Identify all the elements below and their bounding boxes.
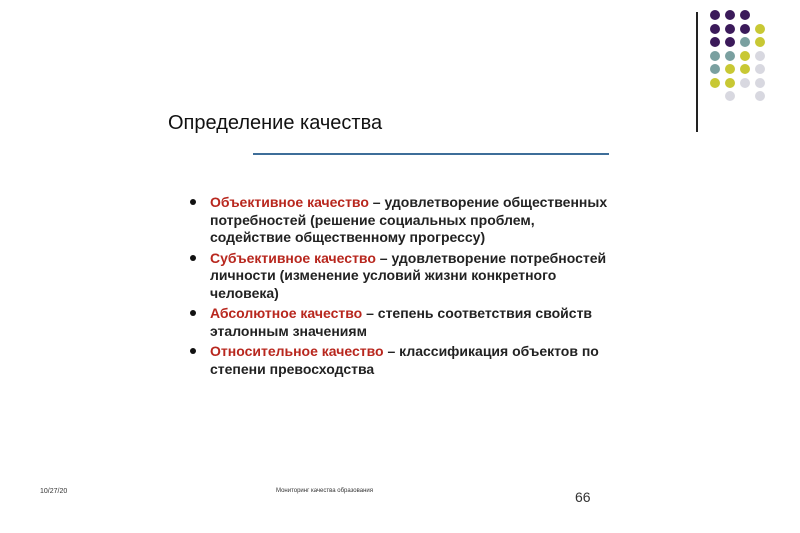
bullet-term: Объективное качество: [210, 194, 369, 210]
bullet-dot-icon: [190, 348, 196, 354]
decorative-dot: [710, 24, 720, 34]
decorative-dot: [725, 64, 735, 74]
decorative-dot: [755, 37, 765, 47]
bullet-term: Субъективное качество: [210, 249, 376, 266]
decorative-dot: [740, 24, 750, 34]
bullet-item-absolute: [190, 305, 610, 340]
decorative-dot: [710, 10, 720, 20]
bullet-item-objective: [190, 194, 610, 247]
decorative-dot: [755, 64, 765, 74]
bullet-text: – удовлетворение общественных потребностей (решение социальных проблем, содействие общественному прогрессу): [210, 194, 608, 245]
decorative-dot: [755, 24, 765, 34]
bullet-item-relative: [190, 343, 610, 378]
decorative-dot: [725, 24, 735, 34]
decorative-dot: [710, 64, 720, 74]
decorative-dot: [740, 78, 750, 88]
title-underline: [253, 153, 609, 155]
footer-caption: Мониторинг качества образования: [276, 488, 374, 494]
decorative-dot: [755, 78, 765, 88]
bullet-text: – удовлетворение потребностей личности (изменение условий жизни конкретного человека): [210, 249, 607, 301]
decorative-dot: [755, 91, 765, 101]
bullet-item-subjective: [190, 250, 610, 303]
decorative-dot: [725, 78, 735, 88]
decorative-dot: [740, 51, 750, 61]
bullet-dot-icon: [190, 255, 196, 261]
decorative-dot: [740, 37, 750, 47]
decorative-dot: [740, 64, 750, 74]
decorative-dot: [755, 51, 765, 61]
decorative-dot: [725, 37, 735, 47]
decorative-dot: [710, 78, 720, 88]
bullet-term: Абсолютное качество: [210, 305, 363, 321]
bullet-dot-icon: [190, 310, 196, 316]
footer-date: 10/27/20: [40, 488, 68, 495]
bullet-term: Относительное качество: [210, 343, 384, 359]
decorative-dot-grid: [710, 10, 790, 115]
decorative-dot: [740, 10, 750, 20]
decorative-vertical-line: [696, 12, 698, 132]
bullet-text: – классификация объектов по степени превосходства: [210, 343, 599, 377]
decorative-dot: [725, 91, 735, 101]
decorative-dot: [725, 10, 735, 20]
decorative-dot: [710, 51, 720, 61]
decorative-dot: [710, 37, 720, 47]
slide-title: Определение качества: [168, 112, 383, 134]
bullet-text: – степень соответствия свойств эталонным значениям: [210, 305, 593, 339]
bullet-dot-icon: [190, 199, 196, 205]
bullet-list: [190, 194, 610, 381]
page-number: 66: [575, 489, 591, 505]
decorative-dot: [725, 51, 735, 61]
